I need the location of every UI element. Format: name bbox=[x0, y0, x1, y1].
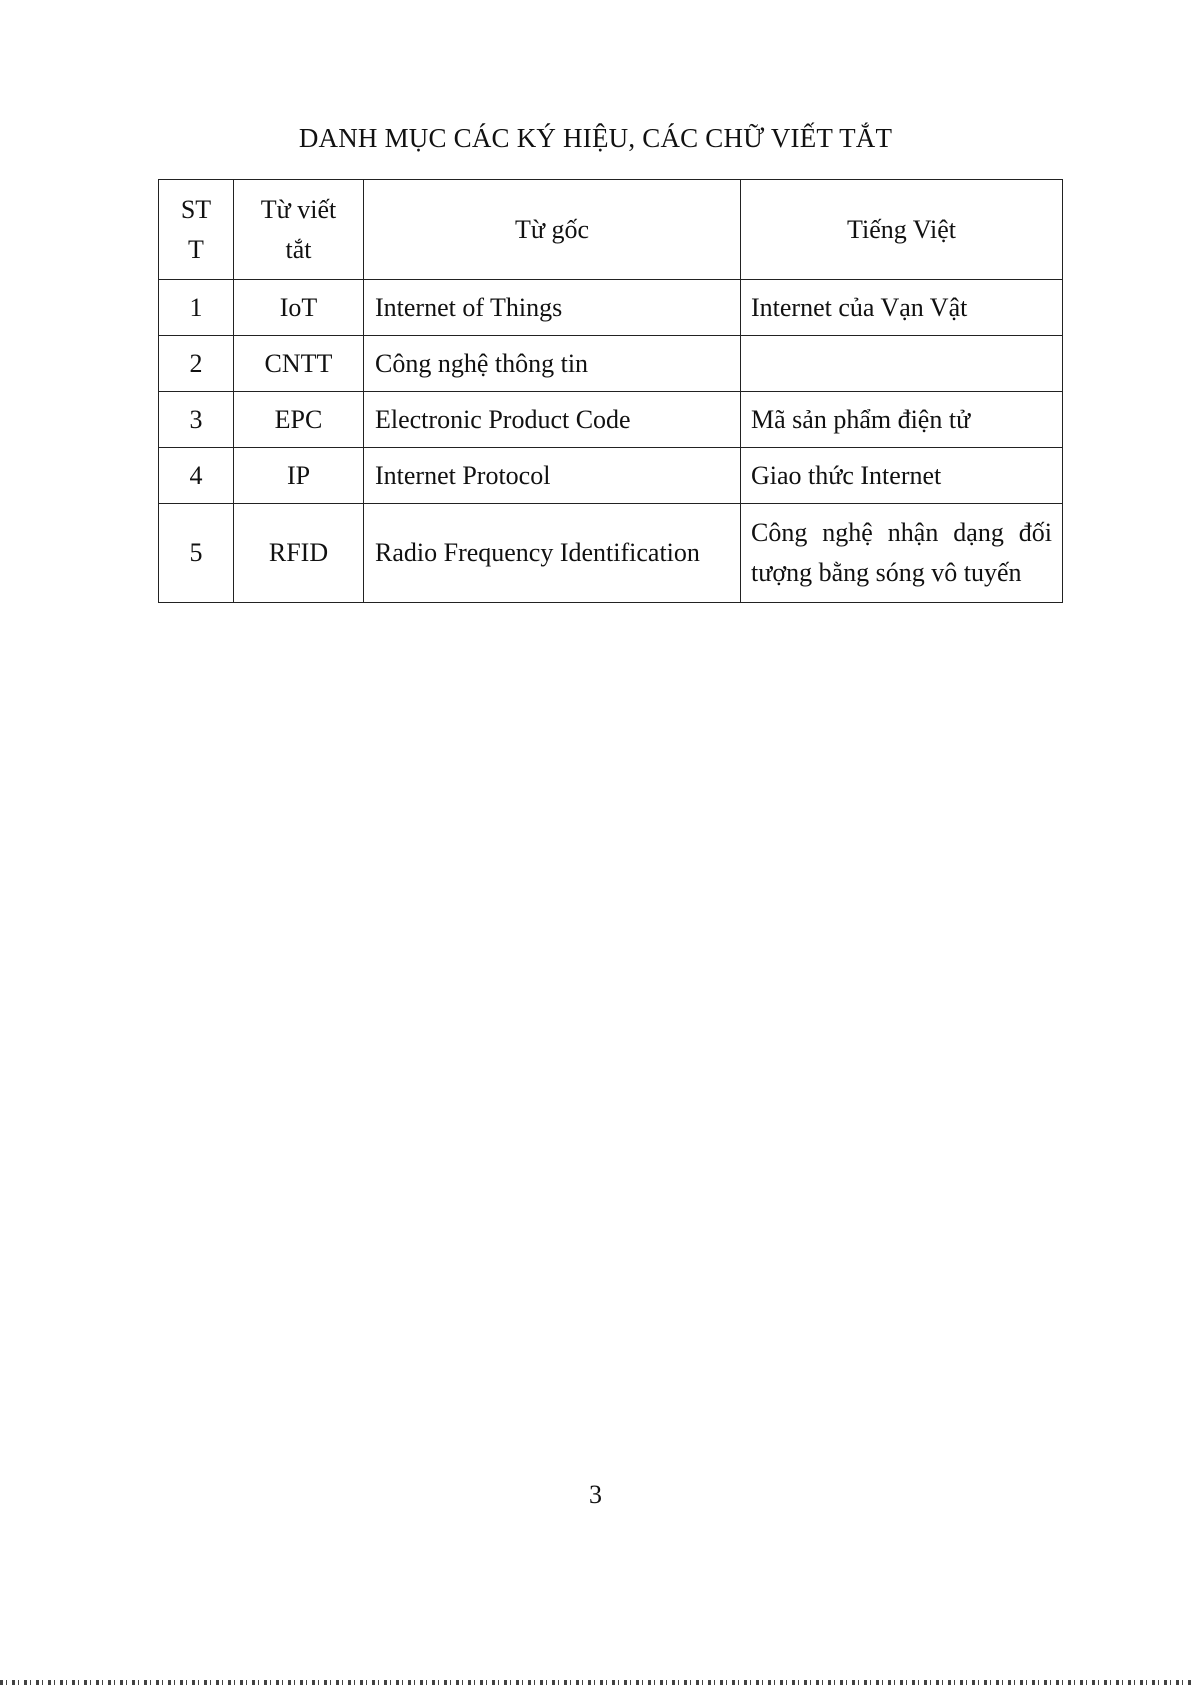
header-stt bbox=[159, 180, 234, 280]
cell-stt: 2 bbox=[159, 336, 234, 392]
cell-abbreviation: EPC bbox=[234, 392, 364, 448]
table-row bbox=[159, 280, 1063, 336]
cell-stt: 3 bbox=[159, 392, 234, 448]
header-abbreviation-line1: Từ viết bbox=[260, 194, 337, 224]
cell-abbreviation: IoT bbox=[234, 280, 364, 336]
cell-vietnamese: Công nghệ nhận dạng đối tượng bằng sóng vô tuyến bbox=[741, 504, 1063, 603]
cell-original-term: Internet Protocol bbox=[364, 448, 741, 504]
header-original-term: Từ gốc bbox=[364, 180, 741, 280]
cell-stt: 4 bbox=[159, 448, 234, 504]
abbreviations-table bbox=[158, 179, 1063, 603]
cell-original-term: Internet of Things bbox=[364, 280, 741, 336]
cell-original-term: Công nghệ thông tin bbox=[364, 336, 741, 392]
table-row bbox=[159, 392, 1063, 448]
scan-edge-artifact bbox=[0, 1680, 1191, 1685]
header-stt-line1: ST bbox=[180, 194, 212, 224]
header-abbreviation-line2: tắt bbox=[285, 234, 312, 264]
cell-vietnamese: Internet của Vạn Vật bbox=[741, 280, 1063, 336]
cell-stt: 5 bbox=[159, 504, 234, 603]
table-header-row bbox=[159, 180, 1063, 280]
cell-abbreviation: IP bbox=[234, 448, 364, 504]
cell-vietnamese: Mã sản phẩm điện tử bbox=[741, 392, 1063, 448]
cell-abbreviation: RFID bbox=[234, 504, 364, 603]
page-title: DANH MỤC CÁC KÝ HIỆU, CÁC CHỮ VIẾT TẮT bbox=[298, 123, 893, 153]
header-vietnamese: Tiếng Việt bbox=[741, 180, 1063, 280]
cell-vietnamese bbox=[741, 336, 1063, 392]
cell-stt: 1 bbox=[159, 280, 234, 336]
header-stt-line2: T bbox=[188, 234, 204, 264]
table-row bbox=[159, 448, 1063, 504]
cell-original-term: Electronic Product Code bbox=[364, 392, 741, 448]
cell-original-term: Radio Frequency Identification bbox=[364, 504, 741, 603]
cell-abbreviation: CNTT bbox=[234, 336, 364, 392]
table-row bbox=[159, 504, 1063, 603]
page-number: 3 bbox=[589, 1480, 602, 1509]
cell-vietnamese: Giao thức Internet bbox=[741, 448, 1063, 504]
table-row bbox=[159, 336, 1063, 392]
header-abbreviation bbox=[234, 180, 364, 280]
